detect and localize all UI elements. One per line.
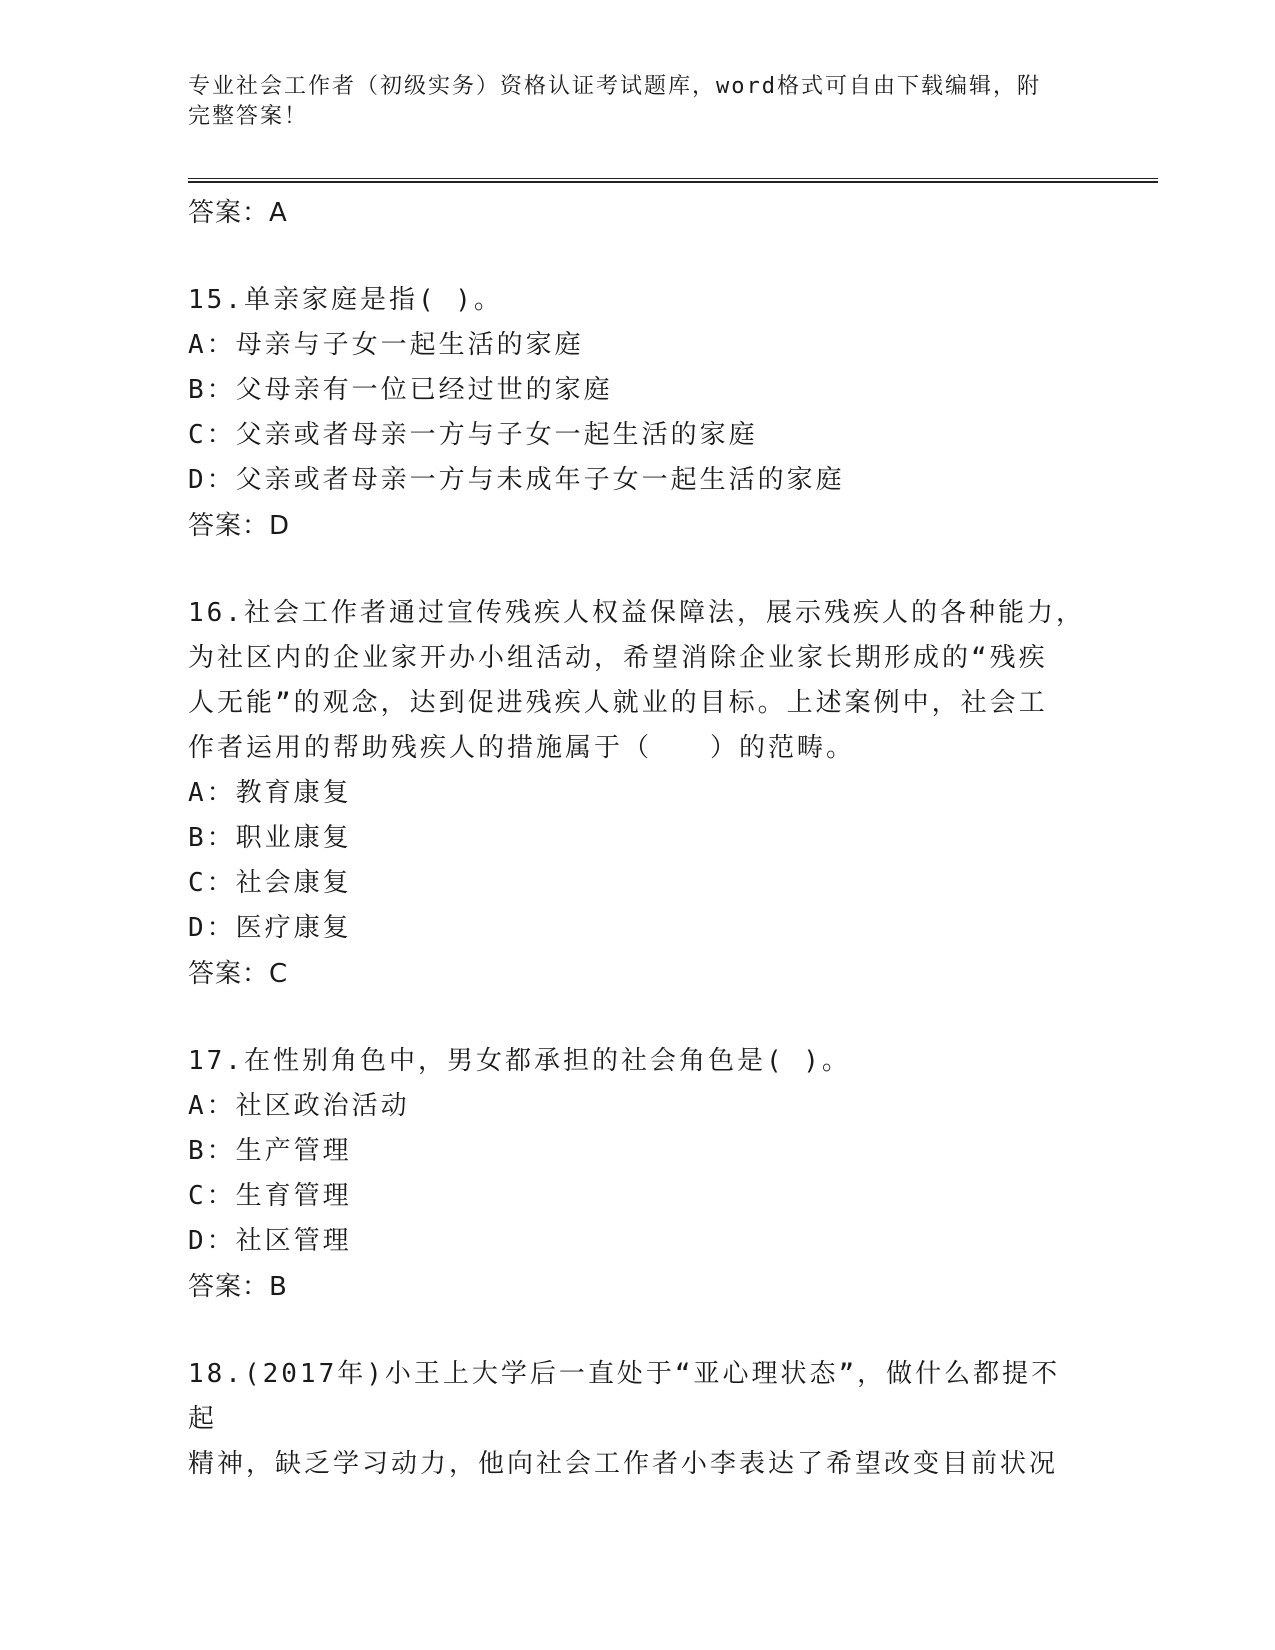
question-stem-line-2: 精神，缺乏学习动力，他向社会工作者小李表达了希望改变目前状况 xyxy=(188,1449,1059,1479)
question-18 xyxy=(188,1352,1088,1487)
option-d: D：医疗康复 xyxy=(188,913,352,943)
option-b: B：职业康复 xyxy=(188,823,352,853)
question-stem-line-1: 16.社会工作者通过宣传残疾人权益保障法，展示残疾人的各种能力， xyxy=(188,598,1085,628)
option-b: B：生产管理 xyxy=(188,1136,352,1166)
question-16 xyxy=(188,591,1088,997)
option-a: A：母亲与子女一起生活的家庭 xyxy=(188,330,584,360)
option-c: C：生育管理 xyxy=(188,1181,352,1211)
question-stem-line-3: 人无能”的观念，达到促进残疾人就业的目标。上述案例中，社会工 xyxy=(188,688,1048,718)
option-a: A：社区政治活动 xyxy=(188,1091,410,1121)
question-stem-line-2: 为社区内的企业家开办小组活动，希望消除企业家长期形成的“残疾 xyxy=(188,643,1048,673)
question-15 xyxy=(188,278,1088,549)
question-stem: 15.单亲家庭是指( )。 xyxy=(188,285,503,315)
option-c: C：社会康复 xyxy=(188,868,352,898)
answer-16: 答案：C xyxy=(188,959,289,989)
question-stem-line-1: 18.(2017年)小王上大学后一直处于“亚心理状态”，做什么都提不起 xyxy=(188,1359,1061,1434)
option-a: A：教育康复 xyxy=(188,778,352,808)
option-d: D：社区管理 xyxy=(188,1226,352,1256)
option-b: B：父母亲有一位已经过世的家庭 xyxy=(188,375,613,405)
answer-17: 答案：B xyxy=(188,1272,288,1302)
option-d: D：父亲或者母亲一方与未成年子女一起生活的家庭 xyxy=(188,465,845,495)
option-c: C：父亲或者母亲一方与子女一起生活的家庭 xyxy=(188,420,758,450)
header-line-2: 完整答案！ xyxy=(188,104,309,129)
question-17 xyxy=(188,1039,1088,1310)
page-header xyxy=(188,72,1088,132)
question-stem-line-4: 作者运用的帮助残疾人的措施属于（ ）的范畴。 xyxy=(188,733,856,763)
header-line-1: 专业社会工作者（初级实务）资格认证考试题库，word格式可自由下载编辑，附 xyxy=(188,74,1041,99)
header-divider xyxy=(188,178,1158,183)
document-body xyxy=(188,190,1088,1487)
answer-15: 答案：D xyxy=(188,511,291,541)
question-stem: 17.在性别角色中，男女都承担的社会角色是( )。 xyxy=(188,1046,851,1076)
answer-14: 答案：A xyxy=(188,198,288,228)
